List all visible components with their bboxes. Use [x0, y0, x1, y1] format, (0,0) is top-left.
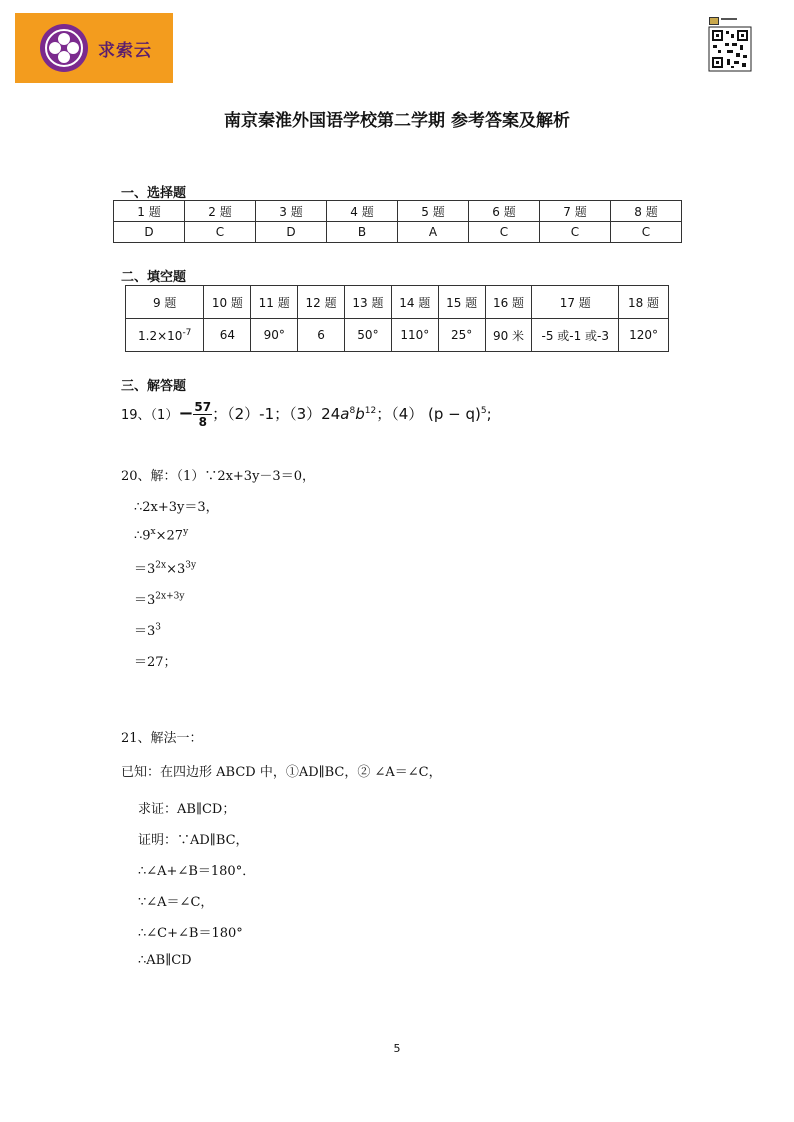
table-row: [114, 222, 682, 243]
q20-line-2: ∴2x+3y＝3，: [134, 500, 219, 515]
table-cell: -5 或-1 或-3: [532, 319, 619, 352]
table-cell: C: [611, 222, 682, 243]
section-heading-choice: 一、选择题: [121, 186, 187, 201]
table-cell: 5 题: [398, 201, 469, 222]
table-cell: 14 题: [391, 286, 438, 319]
q20-line-6: [134, 620, 161, 639]
answer-9-exponent: -7: [182, 327, 192, 338]
q20-l4b-exp: 3y: [185, 560, 197, 571]
table-cell: 4 题: [327, 201, 398, 222]
q21-line-7: ∴∠C+∠B＝180°: [138, 926, 243, 941]
table-cell: B: [327, 222, 398, 243]
table-cell: 8 题: [611, 201, 682, 222]
q19-b: b: [355, 405, 365, 423]
q20-l3b-exp: y: [183, 527, 189, 537]
q21-line-1: 21、解法一：: [121, 731, 203, 746]
q19-b-exp: 12: [364, 406, 377, 416]
fill-answer-table: [125, 285, 669, 352]
q20-line-5: [134, 589, 184, 608]
q19-denominator: 8: [198, 415, 207, 429]
page-title: 南京秦淮外国语学校第二学期 参考答案及解析: [224, 111, 570, 131]
q19-part4: ；（4） (p − q): [376, 405, 481, 423]
table-cell: 1 题: [114, 201, 185, 222]
q20-l5a-exp: 2x+3y: [155, 591, 185, 602]
q20-line-3: [134, 527, 188, 543]
table-cell: C: [540, 222, 611, 243]
table-cell: 18 题: [619, 286, 669, 319]
table-cell: C: [469, 222, 540, 243]
q21-line-5: ∴∠A+∠B＝180°．: [138, 864, 256, 879]
table-cell: 6: [298, 319, 345, 352]
q20-l6a: ＝3: [134, 624, 156, 639]
table-cell: 50°: [345, 319, 392, 352]
table-cell: 12 题: [298, 286, 345, 319]
q19-minus: −: [178, 403, 194, 424]
table-header-row: [114, 201, 682, 222]
question-19: [121, 400, 492, 429]
q21-line-4: 证明：∵AD∥BC，: [138, 833, 249, 848]
q20-l5a: ＝3: [134, 593, 156, 608]
q20-l6a-exp: 3: [155, 622, 162, 633]
table-cell: 9 题: [126, 286, 204, 319]
page-number: 5: [393, 1042, 401, 1055]
q19-end: ;: [486, 405, 492, 423]
q20-l3a: ∴9: [134, 528, 151, 544]
q20-l4b: ×3: [166, 562, 186, 577]
qr-code-icon: [707, 15, 753, 77]
table-cell: 10 题: [204, 286, 251, 319]
table-cell: 90 米: [485, 319, 532, 352]
table-cell: 110°: [391, 319, 438, 352]
table-cell: 17 题: [532, 286, 619, 319]
table-row: [126, 319, 669, 352]
q20-l4a: ＝3: [134, 562, 156, 577]
q20-l4a-exp: 2x: [155, 560, 167, 571]
q20-l3a-exp: x: [150, 527, 156, 537]
q19-numerator: 57: [194, 400, 212, 414]
q21-line-6: ∵∠A＝∠C，: [138, 895, 214, 910]
answer-9-base: 1.2×10: [138, 328, 183, 343]
section-heading-solve: 三、解答题: [121, 379, 187, 394]
table-header-row: [126, 286, 669, 319]
table-cell: 90°: [251, 319, 298, 352]
table-cell: 13 题: [345, 286, 392, 319]
choice-answer-table: [113, 200, 682, 243]
q20-l3b: ×27: [155, 528, 184, 544]
table-cell: 25°: [438, 319, 485, 352]
section-heading-fill: 二、填空题: [121, 270, 187, 285]
table-cell: 16 题: [485, 286, 532, 319]
q19-part4-exp: 5: [480, 406, 487, 416]
q20-line-7: ＝27；: [134, 655, 177, 670]
q19-a: a: [340, 405, 350, 423]
table-cell: 64: [204, 319, 251, 352]
table-cell: C: [185, 222, 256, 243]
q21-line-2: 已知：在四边形 ABCD 中，①AD∥BC，② ∠A＝∠C，: [121, 765, 442, 780]
q19-a-exp: 8: [349, 406, 356, 416]
table-cell: 7 题: [540, 201, 611, 222]
table-cell: 15 题: [438, 286, 485, 319]
logo-text: 求索云: [98, 41, 152, 61]
q21-line-8: ∴AB∥CD: [138, 953, 192, 968]
q20-line-1: 20、解：（1）∵2x+3y－3＝0，: [121, 469, 315, 484]
table-cell: 6 题: [469, 201, 540, 222]
table-cell: A: [398, 222, 469, 243]
table-cell: 2 题: [185, 201, 256, 222]
table-cell: 120°: [619, 319, 669, 352]
table-cell: D: [256, 222, 327, 243]
table-cell: [126, 319, 204, 352]
table-cell: 11 题: [251, 286, 298, 319]
table-cell: D: [114, 222, 185, 243]
q20-line-4: [134, 558, 196, 577]
q19-fraction: [193, 400, 212, 429]
q21-line-3: 求证：AB∥CD；: [138, 802, 236, 817]
brand-logo: [15, 13, 173, 83]
q19-prefix: 19、（1）: [121, 408, 179, 423]
q19-rest: ；（2）-1；（3）24: [212, 405, 341, 423]
table-cell: 3 题: [256, 201, 327, 222]
logo-flower-icon: [40, 24, 88, 72]
